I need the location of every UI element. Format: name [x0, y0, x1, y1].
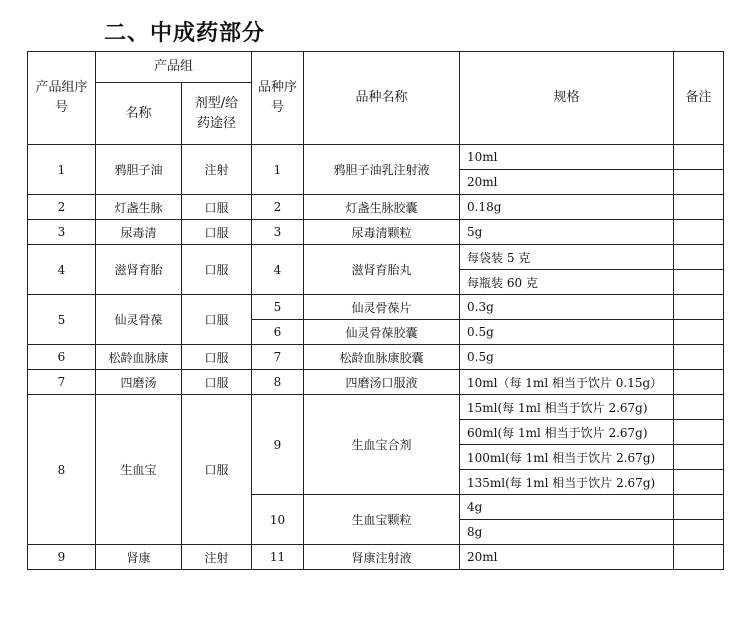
dosage-route-cell: 口服	[182, 245, 252, 295]
remark-cell	[674, 145, 724, 170]
spec-cell: 每瓶装 60 克	[460, 270, 674, 295]
variety-no-cell: 11	[252, 545, 304, 570]
variety-no-cell: 10	[252, 495, 304, 545]
drug-table	[27, 51, 724, 570]
dosage-route-cell: 口服	[182, 370, 252, 395]
dosage-route-cell: 注射	[182, 545, 252, 570]
remark-cell	[674, 345, 724, 370]
table-row	[28, 545, 724, 570]
spec-cell: 8g	[460, 520, 674, 545]
header-variety-no: 品种序号	[252, 52, 304, 145]
variety-name-cell: 仙灵骨葆胶囊	[304, 320, 460, 345]
group-no-cell: 3	[28, 220, 96, 245]
spec-cell: 0.5g	[460, 345, 674, 370]
dosage-route-cell: 口服	[182, 395, 252, 545]
variety-name-cell: 灯盏生脉胶囊	[304, 195, 460, 220]
variety-no-cell: 6	[252, 320, 304, 345]
remark-cell	[674, 395, 724, 420]
group-name-cell: 灯盏生脉	[96, 195, 182, 220]
group-name-cell: 仙灵骨葆	[96, 295, 182, 345]
group-no-cell: 7	[28, 370, 96, 395]
table-row	[28, 220, 724, 245]
variety-name-cell: 生血宝合剂	[304, 395, 460, 495]
header-variety-name: 品种名称	[304, 52, 460, 145]
remark-cell	[674, 195, 724, 220]
remark-cell	[674, 470, 724, 495]
group-name-cell: 生血宝	[96, 395, 182, 545]
remark-cell	[674, 370, 724, 395]
remark-cell	[674, 220, 724, 245]
table-row	[28, 245, 724, 270]
variety-no-cell: 8	[252, 370, 304, 395]
header-dosage-route: 剂型/给药途径	[182, 83, 252, 145]
variety-no-cell: 4	[252, 245, 304, 295]
spec-cell: 10ml（每 1ml 相当于饮片 0.15g）	[460, 370, 674, 395]
dosage-route-cell: 口服	[182, 195, 252, 220]
variety-no-cell: 5	[252, 295, 304, 320]
group-no-cell: 5	[28, 295, 96, 345]
spec-cell: 100ml(每 1ml 相当于饮片 2.67g)	[460, 445, 674, 470]
remark-cell	[674, 520, 724, 545]
remark-cell	[674, 495, 724, 520]
header-group: 产品组	[96, 52, 252, 83]
spec-cell: 0.5g	[460, 320, 674, 345]
group-no-cell: 6	[28, 345, 96, 370]
header-group-no: 产品组序号	[28, 52, 96, 145]
dosage-route-cell: 口服	[182, 295, 252, 345]
variety-no-cell: 1	[252, 145, 304, 195]
dosage-route-cell: 注射	[182, 145, 252, 195]
spec-cell: 5g	[460, 220, 674, 245]
spec-cell: 60ml(每 1ml 相当于饮片 2.67g)	[460, 420, 674, 445]
group-no-cell: 9	[28, 545, 96, 570]
table-row	[28, 195, 724, 220]
section-title: 二、中成药部分	[104, 21, 266, 46]
variety-name-cell: 肾康注射液	[304, 545, 460, 570]
spec-cell: 0.18g	[460, 195, 674, 220]
header-group-name: 名称	[96, 83, 182, 145]
spec-cell: 10ml	[460, 145, 674, 170]
table-row	[28, 370, 724, 395]
group-name-cell: 肾康	[96, 545, 182, 570]
variety-name-cell: 生血宝颗粒	[304, 495, 460, 545]
group-name-cell: 鸦胆子油	[96, 145, 182, 195]
variety-name-cell: 松龄血脉康胶囊	[304, 345, 460, 370]
remark-cell	[674, 245, 724, 270]
remark-cell	[674, 170, 724, 195]
variety-no-cell: 2	[252, 195, 304, 220]
spec-cell: 20ml	[460, 545, 674, 570]
remark-cell	[674, 420, 724, 445]
group-no-cell: 2	[28, 195, 96, 220]
variety-name-cell: 尿毒清颗粒	[304, 220, 460, 245]
variety-no-cell: 9	[252, 395, 304, 495]
group-name-cell: 尿毒清	[96, 220, 182, 245]
remark-cell	[674, 270, 724, 295]
table-row	[28, 145, 724, 170]
spec-cell: 0.3g	[460, 295, 674, 320]
dosage-route-cell: 口服	[182, 220, 252, 245]
table-row	[28, 345, 724, 370]
header-remark: 备注	[674, 52, 724, 145]
variety-no-cell: 3	[252, 220, 304, 245]
variety-name-cell: 鸦胆子油乳注射液	[304, 145, 460, 195]
remark-cell	[674, 320, 724, 345]
remark-cell	[674, 295, 724, 320]
group-name-cell: 四磨汤	[96, 370, 182, 395]
header-spec: 规格	[460, 52, 674, 145]
spec-cell: 20ml	[460, 170, 674, 195]
group-no-cell: 1	[28, 145, 96, 195]
spec-cell: 15ml(每 1ml 相当于饮片 2.67g)	[460, 395, 674, 420]
spec-cell: 每袋装 5 克	[460, 245, 674, 270]
dosage-route-cell: 口服	[182, 345, 252, 370]
table-row	[28, 395, 724, 420]
variety-no-cell: 7	[252, 345, 304, 370]
remark-cell	[674, 445, 724, 470]
group-name-cell: 松龄血脉康	[96, 345, 182, 370]
variety-name-cell: 滋肾育胎丸	[304, 245, 460, 295]
variety-name-cell: 四磨汤口服液	[304, 370, 460, 395]
spec-cell: 135ml(每 1ml 相当于饮片 2.67g)	[460, 470, 674, 495]
group-no-cell: 8	[28, 395, 96, 545]
variety-name-cell: 仙灵骨葆片	[304, 295, 460, 320]
group-no-cell: 4	[28, 245, 96, 295]
group-name-cell: 滋肾育胎	[96, 245, 182, 295]
spec-cell: 4g	[460, 495, 674, 520]
table-row	[28, 295, 724, 320]
remark-cell	[674, 545, 724, 570]
